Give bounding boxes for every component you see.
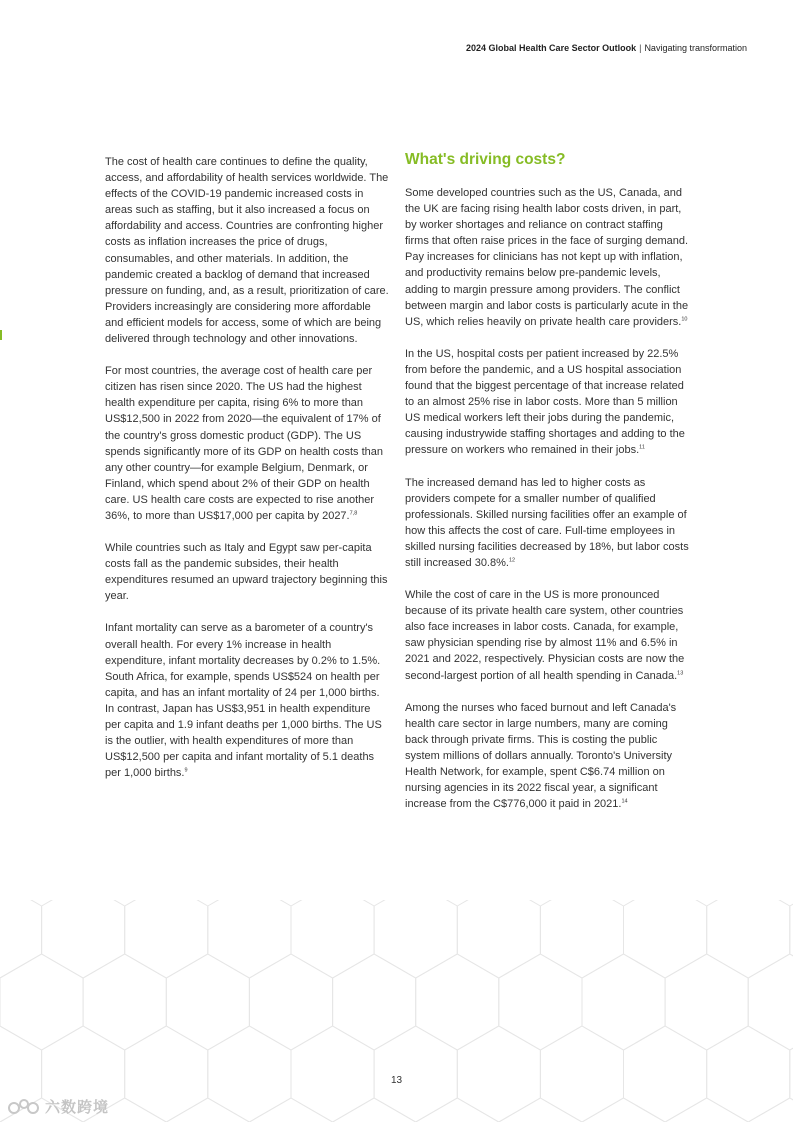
hexagon-shape bbox=[125, 900, 208, 978]
footnote-ref: 10 bbox=[681, 316, 688, 323]
hexagon-shape bbox=[416, 954, 499, 1050]
hexagon-shape bbox=[83, 954, 166, 1050]
hexagon-shape bbox=[582, 1098, 665, 1122]
footnote-ref: 12 bbox=[508, 557, 516, 564]
hexagon-shape bbox=[208, 900, 291, 978]
body-paragraph: While countries such as Italy and Egypt saw per-capita costs fall as the pandemic subsides, their health expenditures resumed an upward trajectory beginning this year. bbox=[105, 542, 388, 603]
hexagon-shape bbox=[0, 954, 83, 1050]
hexagon-shape bbox=[707, 900, 790, 978]
header-title: 2024 Global Health Care Sector Outlook bbox=[466, 43, 637, 53]
edge-accent-mark bbox=[0, 330, 2, 340]
hexagon-shape bbox=[166, 1098, 249, 1122]
footnote-ref: 14 bbox=[621, 798, 628, 805]
right-column bbox=[405, 150, 689, 828]
hexagon-shape bbox=[208, 1026, 291, 1122]
running-header bbox=[466, 43, 747, 53]
section-heading: What's driving costs? bbox=[405, 151, 566, 168]
hexagon-shape bbox=[540, 1026, 623, 1122]
footnote-ref: 7,8 bbox=[349, 510, 358, 517]
body-paragraph: While the cost of care in the US is more pronounced because of its private health care system, other countries also face increases in labor costs. Canada, for example, saw physician spending rise by almost 11% and 6.5% in 2021 and 2022, respectively. Physician costs are now the second-largest portion of all health spending in Canada.$^{13}$ bbox=[405, 589, 685, 682]
hexagon-pattern-background bbox=[0, 900, 793, 1122]
footnote-ref: 11 bbox=[639, 444, 645, 451]
hexagon-shape bbox=[499, 1098, 582, 1122]
page-number: 13 bbox=[390, 1075, 403, 1086]
header-separator: | bbox=[639, 43, 642, 53]
body-paragraph: The cost of health care continues to define the quality, access, and affordability of health services worldwide. The effects of the COVID-19 pandemic increased costs in areas such as staffing, but it also increased a focus on affordability and access. Countries are confronting higher costs as inflation increases the price of drugs, consumables, and other materials. In addition, the pandemic created a backlog of demand that increased pressure on funding, and, as a result, prioritization of care. Providers increasingly are considering more affordable and efficient models for access, some of which are being delivered through technology and other innovations. bbox=[105, 156, 389, 346]
hexagon-shape bbox=[582, 954, 665, 1050]
hexagon-shape bbox=[42, 900, 125, 978]
hexagon-shape bbox=[291, 1026, 374, 1122]
body-paragraph: For most countries, the average cost of health care per citizen has risen since 2020. The US had the highest health expenditure per capita, rising 6% to more than US$12,500 in 2022 from 2020—the equivalent of 17% of the country's gross domestic product (GDP). The US spends significantly more of its GDP on health costs than any other country—for example Belgium, Denmark, or Finland, which spend about 2% of their GDP on health care. US health care costs are expected to rise another 36%, to more than US$17,000 per capita by 2027.$^{7,8}$ bbox=[105, 365, 383, 522]
footnote-ref: 13 bbox=[677, 669, 684, 676]
hexagon-shape bbox=[249, 1098, 332, 1122]
left-column bbox=[105, 154, 389, 797]
watermark-logo-icon bbox=[8, 1098, 40, 1116]
hexagon-shape bbox=[374, 900, 457, 978]
hexagon-shape bbox=[249, 954, 332, 1050]
hexagon-shape bbox=[333, 954, 416, 1050]
hexagon-shape bbox=[374, 1026, 457, 1122]
hexagon-shape bbox=[457, 1026, 540, 1122]
hexagon-shape bbox=[166, 954, 249, 1050]
watermark-text: 六数跨境 bbox=[45, 1099, 110, 1116]
body-paragraph: Among the nurses who faced burnout and left Canada's health care sector in large numbers, many are coming back through private firms. This is costing the public system millions of dollars annually. Toronto's University Health Network, for example, spent C$6.74 million on nursing agencies in its 2022 fiscal year, a significant increase from the C$776,000 it paid in 2021.14 bbox=[405, 701, 677, 811]
hexagon-shape bbox=[624, 900, 707, 978]
hexagon-shape bbox=[624, 1026, 707, 1122]
body-paragraph: Infant mortality can serve as a barometer of a country's overall health. For every 1% increase in health expenditure, infant mortality decreases by 0.2% to 1.5%. South Africa, for example, spends US$524 on health per capita, and has an infant mortality of 24 per 1,000 births. In contrast, Japan has US$3,951 in health expenditure per capita and 1.9 infant deaths per 1,000 births. The US is the outlier, with health expenditures of more than US$12,500 per capita and infant mortality of 5.1 deaths per 1,000 births.$^9$ bbox=[105, 622, 382, 780]
body-paragraph: Some developed countries such as the US, Canada, and the UK are facing rising health labor costs driven, in part, by worker shortages and reliance on contract staffing firms that often raise prices in the face of surging demand. Pay increases for clinicians has not kept up with inflation, and productivity remains below pre-pandemic levels, adding to margin pressure among providers. The conflict between margin and labor costs is particularly acute in the US, which relies heavily on private health care providers.$^{10}$ bbox=[405, 187, 689, 328]
hexagon-shape bbox=[665, 1098, 748, 1122]
hexagon-shape bbox=[499, 954, 582, 1050]
hexagon-shape bbox=[707, 1026, 790, 1122]
hexagon-shape bbox=[333, 1098, 416, 1122]
footnote-ref: 9 bbox=[184, 767, 188, 774]
hexagon-shape bbox=[416, 1098, 499, 1122]
hexagon-shape bbox=[457, 900, 540, 978]
hexagon-shape bbox=[748, 954, 793, 1050]
hexagon-shape bbox=[748, 1098, 793, 1122]
hexagon-shape bbox=[291, 900, 374, 978]
body-paragraph: The increased demand has led to higher costs as providers compete for a smaller number of qualified professionals. Skilled nursing facilities offer an example of how this affects the cost of care. Full-time employees in skilled nursing facilities decreased by 18%, but labor costs still increased 30.8%.$^{12}$ bbox=[405, 476, 689, 569]
hexagon-shape bbox=[125, 1026, 208, 1122]
header-subtitle: Navigating transformation bbox=[644, 43, 747, 53]
hexagon-shape bbox=[540, 900, 623, 978]
hexagon-shape bbox=[665, 954, 748, 1050]
watermark bbox=[8, 1096, 109, 1117]
body-paragraph: In the US, hospital costs per patient increased by 22.5% from before the pandemic, and a US hospital association found that the biggest percentage of that increase related to an almost 25% rise in labor costs. More than 5 million US medical workers left their jobs during the pandemic, causing industrywide staffing shortages and adding to the pressure on workers who remained in their jobs.$^{11}$ bbox=[405, 347, 685, 457]
